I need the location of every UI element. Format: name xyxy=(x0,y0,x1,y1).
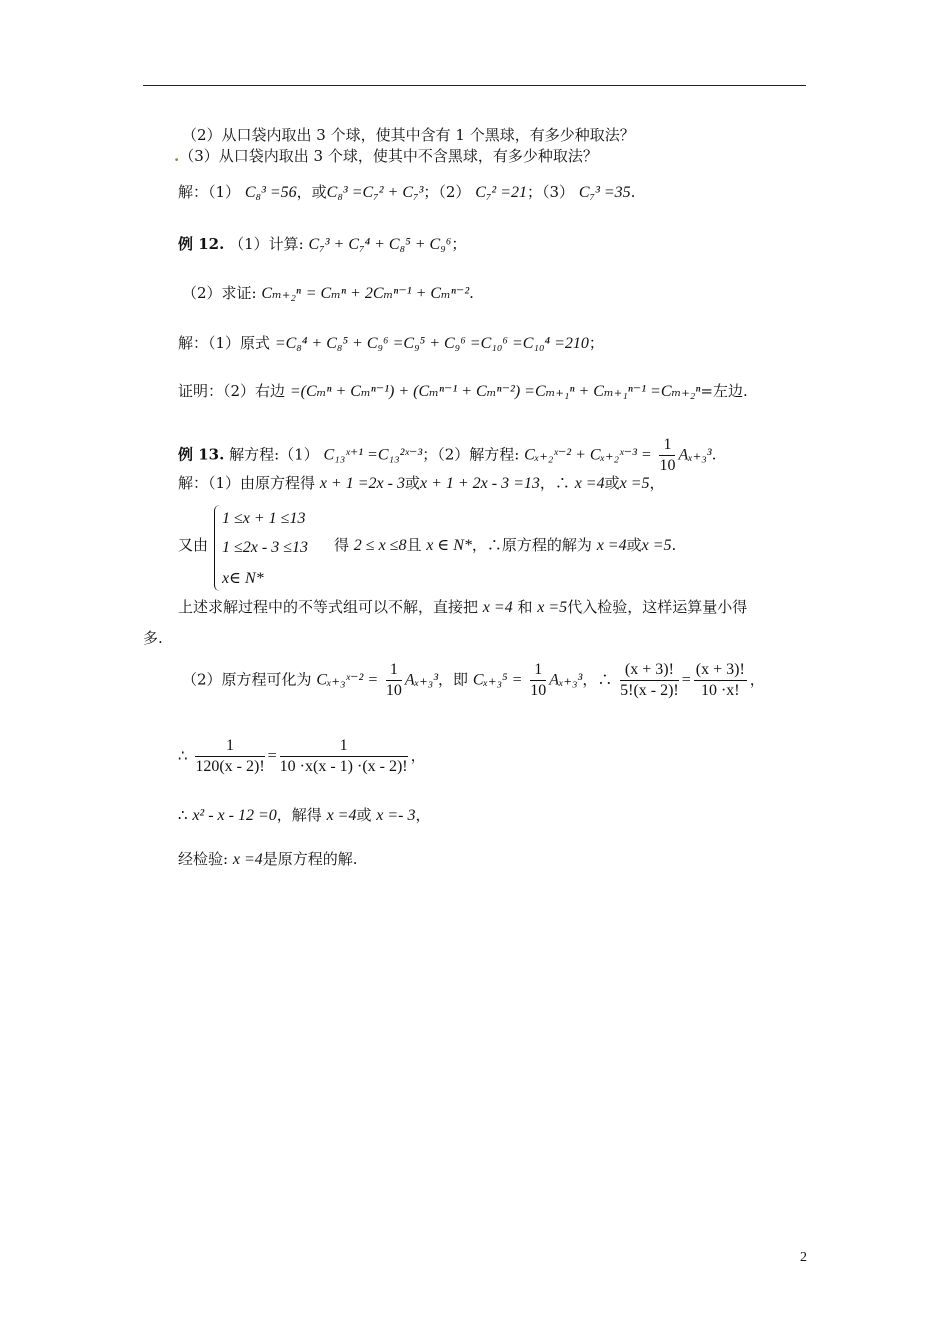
text: ， xyxy=(415,806,431,824)
numerator: 1 xyxy=(195,738,264,757)
formula: x + 1 =2x - 3 xyxy=(319,475,405,492)
text: . xyxy=(630,183,636,201)
system-row-3: x∈ N* xyxy=(222,570,264,587)
formula: 2 ≤ x ≤8 xyxy=(353,537,407,554)
numerator: 1 xyxy=(530,662,546,681)
formula: x =4 xyxy=(232,851,263,868)
formula: Aₓ₊₃³ xyxy=(549,671,583,689)
example-12-solution xyxy=(178,336,604,352)
fraction xyxy=(620,662,679,699)
text: 又由 xyxy=(178,536,209,554)
text: . xyxy=(469,284,474,302)
formula: Cₓ₊₃⁵ = xyxy=(472,671,523,689)
solution-line xyxy=(178,185,635,201)
formula: x =4 xyxy=(574,475,605,492)
formula: x =5 xyxy=(619,475,650,492)
formula: Aₓ₊₃³ xyxy=(404,671,439,689)
example-13-line xyxy=(178,437,716,474)
text: ；（3） xyxy=(527,183,575,201)
text: 是原方程的解. xyxy=(262,850,358,868)
example-12-line xyxy=(178,237,466,253)
text: 或 xyxy=(604,474,620,492)
denominator: 10 ·x! xyxy=(700,682,740,699)
text: 解：（1）由原方程得 xyxy=(178,474,316,492)
formula: Cₓ₊₂ˣ⁻² + Cₓ₊₂ˣ⁻³ = xyxy=(524,446,652,464)
formula: C₇³ + C₇⁴ + C₈⁵ + C₉⁶ xyxy=(308,236,452,253)
question-2-text: （2）从口袋内取出 3 个球，使其中含有 1 个黑球，有多少种取法？ xyxy=(182,126,635,144)
therefore-line-1 xyxy=(178,738,426,775)
formula: x² - x - 12 =0 xyxy=(192,807,277,824)
system-result xyxy=(334,538,676,554)
formula: C₇² =21 xyxy=(475,184,528,201)
formula: Aₓ₊₃³ xyxy=(678,446,712,464)
text: 或 xyxy=(404,474,420,492)
text: ；（2） xyxy=(423,183,471,201)
formula: x =- 3 xyxy=(376,807,416,824)
example-12-proof xyxy=(178,384,748,400)
text: ； xyxy=(451,235,467,253)
therefore-symbol: ∴ xyxy=(178,746,188,765)
text: ； xyxy=(588,334,604,352)
formula: = Cₘⁿ + 2Cₘⁿ⁻¹ + Cₘⁿ⁻² xyxy=(305,285,470,302)
denominator: 10 ·x(x - 1) ·(x - 2)! xyxy=(279,758,408,775)
numerator: 1 xyxy=(659,437,675,456)
example-label: 例 12. xyxy=(178,235,225,253)
formula: C₇³ =35 xyxy=(578,184,631,201)
example-label: 例 13. xyxy=(178,445,225,464)
therefore-symbol: ∴ xyxy=(178,806,188,824)
page-number: 2 xyxy=(800,1250,807,1265)
fraction xyxy=(659,437,675,474)
denominator: 5!(x - 2)! xyxy=(620,682,679,699)
text: . xyxy=(671,536,677,554)
text: ， xyxy=(749,670,765,689)
fraction xyxy=(195,738,264,775)
fraction xyxy=(530,662,546,699)
example-12-proof-statement xyxy=(182,286,474,302)
formula: x + 1 + 2x - 3 =13 xyxy=(419,475,540,492)
denominator: 10 xyxy=(385,682,402,699)
text: ；（2）解方程: xyxy=(422,445,520,464)
formula: =C₈⁴ + C₈⁵ + C₉⁶ =C₉⁵ + C₉⁶ =C₁₀⁶ =C₁₀⁴ =210 xyxy=(274,335,589,352)
question-2 xyxy=(182,128,635,143)
text: 解：（1）原式 xyxy=(178,334,271,352)
formula: Cₘ₊₂ⁿ xyxy=(261,285,301,302)
text: ，∴ xyxy=(582,670,613,689)
numerator: 1 xyxy=(280,738,408,757)
text: 经检验: xyxy=(178,850,229,868)
formula: Cₓ₊₃ˣ⁻² = xyxy=(316,671,379,689)
numerator: 1 xyxy=(386,662,402,681)
denominator: 10 xyxy=(530,682,547,699)
text: ，解得 xyxy=(276,806,322,824)
solution-label: 解：（1） xyxy=(178,183,241,201)
formula: C₈³ =C₇² + C₇³ xyxy=(326,184,424,201)
fraction xyxy=(694,662,747,699)
formula: x =4 xyxy=(326,807,357,824)
fraction xyxy=(280,738,408,775)
text: ，∴ xyxy=(539,474,570,492)
formula: x ∈ N* xyxy=(426,537,472,554)
text: 和 xyxy=(517,598,533,616)
system-row-2: 1 ≤2x - 3 ≤13 xyxy=(222,539,308,556)
text: 或 xyxy=(626,536,642,554)
formula: =(Cₘⁿ + Cₘⁿ⁻¹) + (Cₘⁿ⁻¹ + Cₘⁿ⁻²) =Cₘ₊₁ⁿ + Cₘ₊₁ⁿ⁻¹ =Cₘ₊₂ⁿ xyxy=(289,383,701,400)
formula: = xyxy=(681,671,691,689)
header-rule xyxy=(143,85,806,86)
text: ， xyxy=(410,746,426,765)
note-line xyxy=(178,600,747,616)
question-3-text: （3）从口袋内取出 3 个球，使其中不含黑球，有多少种取法？ xyxy=(179,147,598,165)
text: 解方程:（1） xyxy=(229,445,319,464)
fraction xyxy=(386,662,402,699)
text: ，即 xyxy=(438,670,469,689)
text: 得 xyxy=(334,536,350,554)
check-line xyxy=(178,852,358,868)
text: 或 xyxy=(356,806,372,824)
text: （1）计算: xyxy=(229,235,304,253)
text: 证明：（2）右边 xyxy=(178,382,286,400)
formula: x =5 xyxy=(537,599,568,616)
system-row-1: 1 ≤x + 1 ≤13 xyxy=(222,510,306,527)
marker-dot: . xyxy=(174,147,180,165)
denominator: 10 xyxy=(659,457,676,474)
text: （2）求证: xyxy=(182,284,257,302)
denominator: 120(x - 2)! xyxy=(195,758,265,775)
text: （2）原方程可化为 xyxy=(182,670,312,689)
formula: = xyxy=(267,747,277,765)
text: ，∴原方程的解为 xyxy=(471,536,592,554)
text: ， xyxy=(649,474,665,492)
therefore-line-2 xyxy=(178,808,431,824)
text: . xyxy=(711,445,717,464)
numerator: (x + 3)! xyxy=(620,662,679,681)
system-prefix xyxy=(178,538,208,553)
numerator: (x + 3)! xyxy=(694,662,747,681)
formula: C₈³ =56 xyxy=(244,184,297,201)
example-13-solution-1 xyxy=(178,476,665,492)
text: 代入检验，这样运算量小得 xyxy=(567,598,748,616)
part-2-line xyxy=(182,662,765,699)
text: =左边. xyxy=(700,382,748,400)
text: ，或 xyxy=(296,183,327,201)
text: 且 xyxy=(406,536,422,554)
formula: x =4 xyxy=(596,537,627,554)
question-3 xyxy=(174,149,598,164)
text: 上述求解过程中的不等式组可以不解，直接把 xyxy=(178,598,479,616)
formula: x =5 xyxy=(641,537,672,554)
text: 多. xyxy=(143,629,163,647)
formula: x =4 xyxy=(482,599,513,616)
note-line-2 xyxy=(143,631,163,646)
formula: C₁₃ˣ⁺¹ =C₁₃²ˣ⁻³ xyxy=(323,446,423,464)
